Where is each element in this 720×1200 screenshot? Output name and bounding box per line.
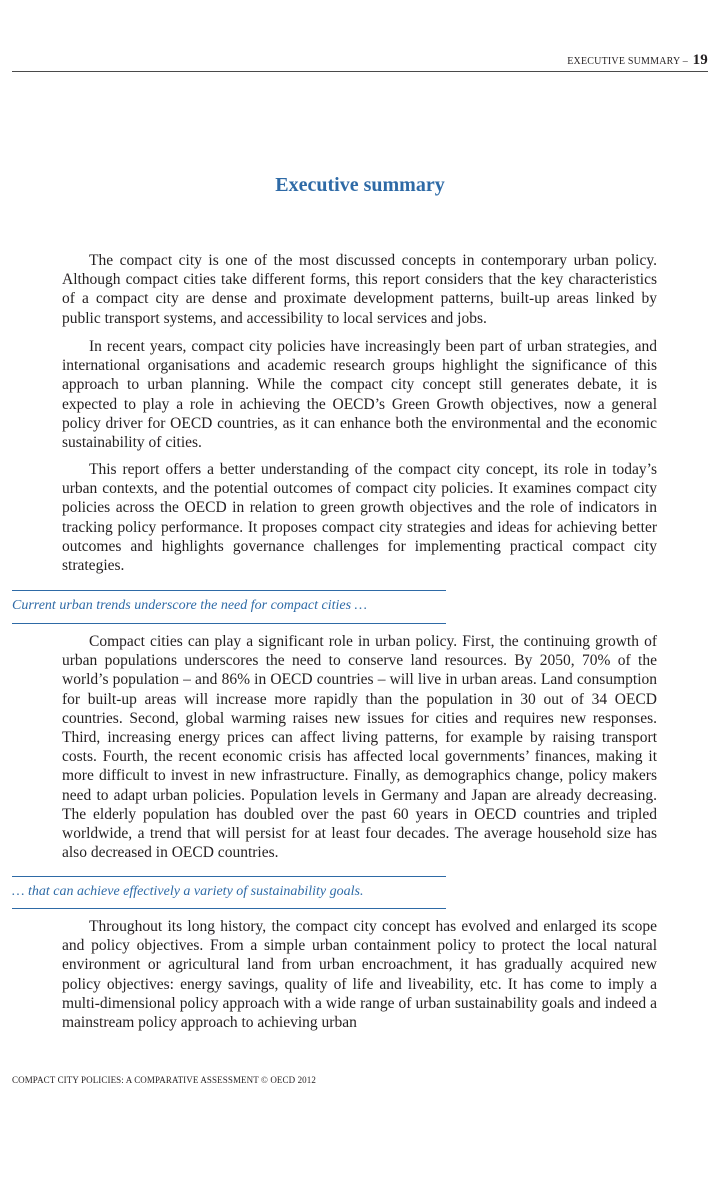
page-number: 19 — [692, 52, 708, 68]
page-footer: COMPACT CITY POLICIES: A COMPARATIVE ASSESSMENT © OECD 2012 — [12, 1075, 316, 1085]
page-title: Executive summary — [275, 174, 445, 196]
intro-paragraph-3: This report offers a better understanding of the compact city concept, its role in today’s urban contexts, and the potential outcomes of compact city policies. It examines compact city policies across the OECD in relation to green growth objectives and the role of indicators in tracking policy performance. It proposes compact city strategies and ideas for achieving better outcomes and highlights governance challenges for implementing practical compact city strategies. — [62, 461, 657, 575]
section-heading-urban-trends — [12, 590, 446, 624]
intro-paragraph-2: In recent years, compact city policies have increasingly been part of urban strategies, and international organisations and academic research groups highlight the significance of this approach to urban planning. While the compact city concept still generates debate, it is expected to play a role in achieving the OECD’s Green Growth objectives, now a general policy driver for OECD countries, as it can enhance both the environmental and the economic sustainability of cities. — [62, 338, 657, 452]
section-body-sustainability-goals: Throughout its long history, the compact city concept has evolved and enlarged its scope and policy objectives. From a simple urban containment policy to protect the local natural environment or agricultural land from urban encroachment, it has gradually acquired new policy objectives: energy savings, quality of life and liveability, etc. It has come to imply a multi-dimensional policy approach with a wide range of urban sustainability goals and indeed a mainstream policy approach to achieving urban — [62, 918, 657, 1032]
intro-paragraph-1: The compact city is one of the most discussed concepts in contemporary urban policy. Although compact cities take different forms, this report considers that the key characteristics of a compact city are dense and proximate development patterns, built-up areas linked by public transport systems, and accessibility to local services and jobs. — [62, 252, 657, 327]
section-heading-text: … that can achieve effectively a variety of sustainability goals. — [12, 884, 364, 899]
section-body-urban-trends: Compact cities can play a significant role in urban policy. First, the continuing growth of urban populations underscores the need to conserve land resources. By 2050, 70% of the world’s population – and 86% in OECD countries – will live in urban areas. Land consumption for built-up areas will increase more rapidly than the population in 30 out of 34 OECD countries. Second, global warming raises new issues for cities and requires new responses. Third, increasing energy prices can affect living patterns, for example by raising transport costs. Fourth, the recent economic crisis has affected local governments’ finances, making it more difficult to invest in new infrastructure. Finally, as demographics change, policy makers need to adapt urban policies. Population levels in Germany and Japan are already decreasing. The elderly population has doubled over the past 60 years in OECD countries and tripled worldwide, a trend that will persist for at least four decades. The average household size has also decreased in OECD countries. — [62, 633, 657, 862]
header-rule — [12, 71, 708, 72]
running-title: EXECUTIVE SUMMARY – — [567, 56, 688, 67]
running-header — [567, 52, 708, 69]
section-heading-sustainability-goals — [12, 876, 446, 909]
section-heading-text: Current urban trends underscore the need for compact cities … — [12, 598, 368, 613]
